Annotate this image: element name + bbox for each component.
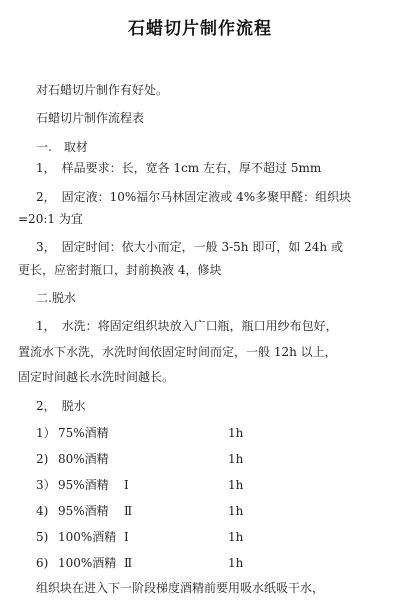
section1-heading: 一. 取材 <box>36 140 88 154</box>
section1-item1: 1， 样品要求：长，宽各 1cm 左右，厚不超过 5mm <box>36 161 322 175</box>
step-number: 1） <box>36 426 56 440</box>
step-stage: Ⅰ <box>124 478 129 492</box>
section2-item1-line1: 1， 水洗：将固定组织块放入广口瓶，瓶口用纱布包好， <box>36 319 338 333</box>
step-reagent: 100%酒精 <box>58 556 117 570</box>
closing-text: 组织块在进入下一阶段梯度酒精前要用吸水纸吸干水， <box>36 581 325 595</box>
step-duration: 1h <box>228 478 244 492</box>
section2-item2: 2， 脱水 <box>36 399 86 413</box>
step-number: 6) <box>36 556 49 570</box>
step-duration: 1h <box>228 452 244 466</box>
step-number: 2) <box>36 452 49 466</box>
section2-item1-line2: 置流水下水洗，水洗时间依固定时间而定，一般 12h 以上， <box>18 345 337 359</box>
section1-item2-line1: 2， 固定液：10%福尔马林固定液或 4%多聚甲醛：组织块 <box>36 190 352 204</box>
step-reagent: 75%酒精 <box>58 426 109 440</box>
section2-heading: 二.脱水 <box>36 291 76 305</box>
step-duration: 1h <box>228 504 244 518</box>
section1-item3-line1: 3， 固定时间：依大小而定，一般 3-5h 即可，如 24h 或 <box>36 240 343 254</box>
step-number: 5) <box>36 530 49 544</box>
step-reagent: 95%酒精 <box>58 478 109 492</box>
section2-item1-line3: 固定时间越长水洗时间越长。 <box>18 370 175 384</box>
step-number: 3） <box>36 478 56 492</box>
step-number: 4) <box>36 504 49 518</box>
intro-text: 对石蜡切片制作有好处。 <box>36 83 169 97</box>
section1-item2-line2: =20:1 为宜 <box>18 212 83 226</box>
subtitle-text: 石蜡切片制作流程表 <box>36 111 145 125</box>
step-reagent: 95%酒精 <box>58 504 109 518</box>
document-title: 石蜡切片制作流程 <box>128 19 272 39</box>
step-stage: Ⅱ <box>124 556 133 570</box>
step-duration: 1h <box>228 426 244 440</box>
step-reagent: 80%酒精 <box>58 452 109 466</box>
step-stage: Ⅰ <box>124 530 129 544</box>
step-stage: Ⅱ <box>124 504 133 518</box>
section1-item3-line2: 更长，应密封瓶口，封前换液 4，修块 <box>18 263 222 277</box>
step-duration: 1h <box>228 530 244 544</box>
step-reagent: 100%酒精 <box>58 530 117 544</box>
step-duration: 1h <box>228 556 244 570</box>
